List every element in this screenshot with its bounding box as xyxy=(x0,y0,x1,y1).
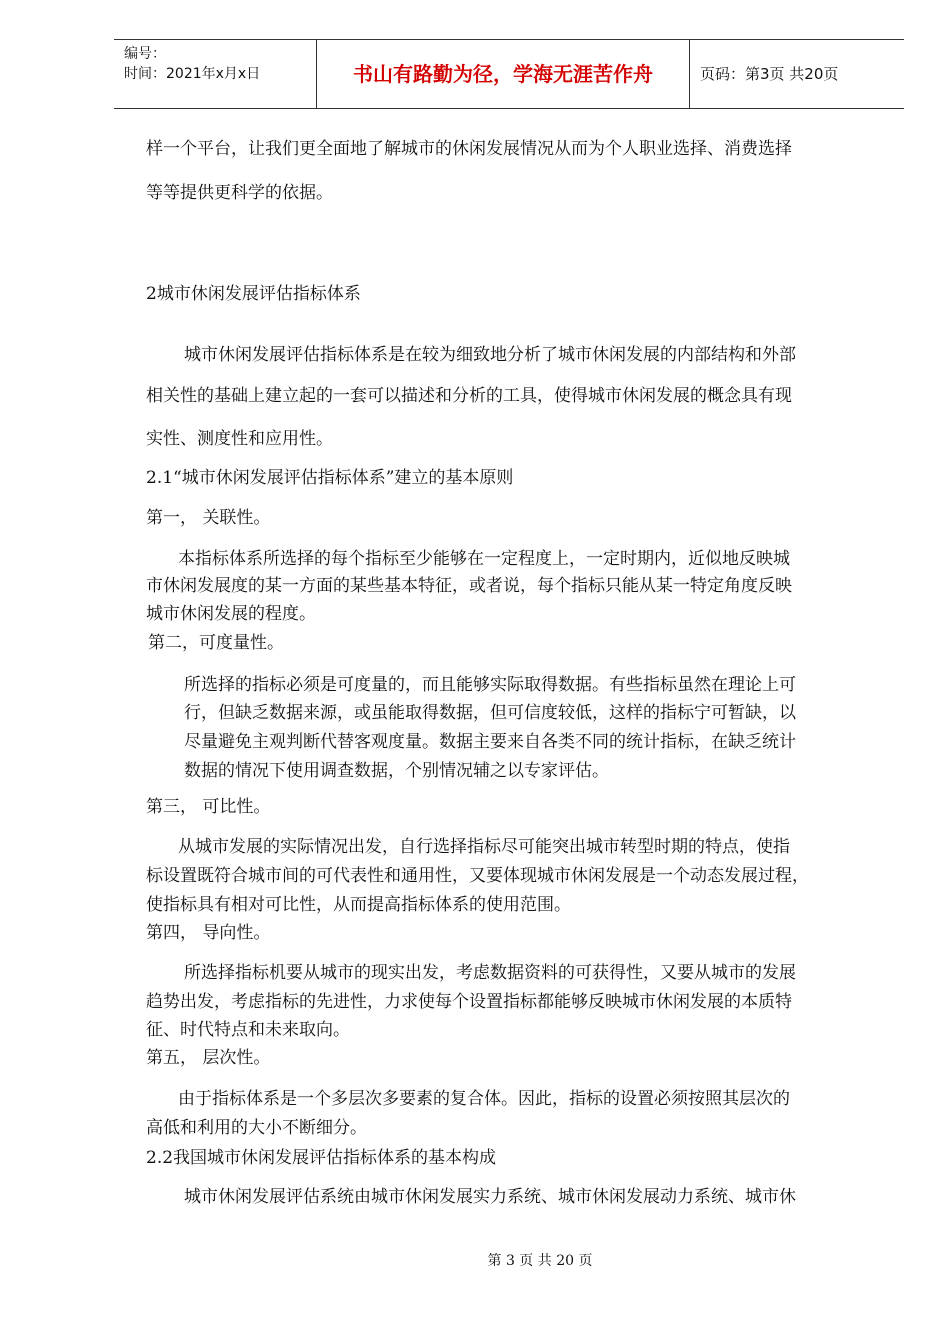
doc-number-label: 编号： xyxy=(124,46,166,62)
body-line: 样一个平台，让我们更全面地了解城市的休闲发展情况从而为个人职业选择、消费选择 xyxy=(146,139,792,159)
body-line: 本指标体系所选择的每个指标至少能够在一定程度上，一定时期内，近似地反映城 xyxy=(178,549,790,569)
section-heading: 2城市休闲发展评估指标体系 xyxy=(146,284,361,304)
body-line: 等等提供更科学的依据。 xyxy=(146,183,333,203)
body-line: 实性、测度性和应用性。 xyxy=(146,429,333,449)
body-line: 征、时代特点和未来取向。 xyxy=(146,1020,350,1040)
principle-heading: 第二，可度量性。 xyxy=(148,633,284,653)
body-line: 从城市发展的实际情况出发，自行选择指标尽可能突出城市转型时期的特点，使指 xyxy=(178,837,790,857)
body-line: 数据的情况下使用调查数据，个别情况辅之以专家评估。 xyxy=(184,761,609,781)
body-line: 高低和利用的大小不断细分。 xyxy=(146,1118,367,1138)
principle-heading: 第三， 可比性。 xyxy=(146,797,271,817)
header-motto: 书山有路勤为径，学海无涯苦作舟 xyxy=(317,40,690,108)
body-line: 使指标具有相对可比性，从而提高指标体系的使用范围。 xyxy=(146,895,571,915)
principle-heading: 第五， 层次性。 xyxy=(146,1048,271,1068)
body-line: 所选择的指标必须是可度量的，而且能够实际取得数据。有些指标虽然在理论上可 xyxy=(184,675,796,695)
header-meta xyxy=(114,40,317,108)
body-line: 所选择指标机要从城市的现实出发，考虑数据资料的可获得性，又要从城市的发展 xyxy=(184,963,796,983)
subsection-heading: 2.2我国城市休闲发展评估指标体系的基本构成 xyxy=(146,1148,497,1168)
principle-heading: 第四， 导向性。 xyxy=(146,923,271,943)
body-line: 城市休闲发展的程度。 xyxy=(146,604,316,624)
principle-heading: 第一， 关联性。 xyxy=(146,508,271,528)
body-line: 城市休闲发展评估指标体系是在较为细致地分析了城市休闲发展的内部结构和外部 xyxy=(184,345,796,365)
body-line: 趋势出发，考虑指标的先进性，力求使每个设置指标都能够反映城市休闲发展的本质特 xyxy=(146,992,792,1012)
body-line: 相关性的基础上建立起的一套可以描述和分析的工具，使得城市休闲发展的概念具有现 xyxy=(146,386,792,406)
body-line: 标设置既符合城市间的可代表性和通用性，又要体现城市休闲发展是一个动态发展过程， xyxy=(146,866,809,886)
body-line: 由于指标体系是一个多层次多要素的复合体。因此，指标的设置必须按照其层次的 xyxy=(178,1089,790,1109)
body-line: 城市休闲发展评估系统由城市休闲发展实力系统、城市休闲发展动力系统、城市休 xyxy=(184,1187,796,1207)
page-header xyxy=(114,39,904,109)
body-line: 尽量避免主观判断代替客观度量。数据主要来自各类不同的统计指标，在缺乏统计 xyxy=(184,732,796,752)
page-footer: 第 3 页 共 20 页 xyxy=(487,1253,593,1269)
body-line: 市休闲发展度的某一方面的某些基本特征，或者说，每个指标只能从某一特定角度反映 xyxy=(146,576,792,596)
header-page-info: 页码：第3页 共20页 xyxy=(700,65,839,83)
body-line: 行，但缺乏数据来源，或虽能取得数据，但可信度较低，这样的指标宁可暂缺，以 xyxy=(184,703,796,723)
doc-time-label: 时间：2021年x月x日 xyxy=(124,66,261,82)
subsection-heading: 2.1“城市休闲发展评估指标体系”建立的基本原则 xyxy=(146,468,514,488)
